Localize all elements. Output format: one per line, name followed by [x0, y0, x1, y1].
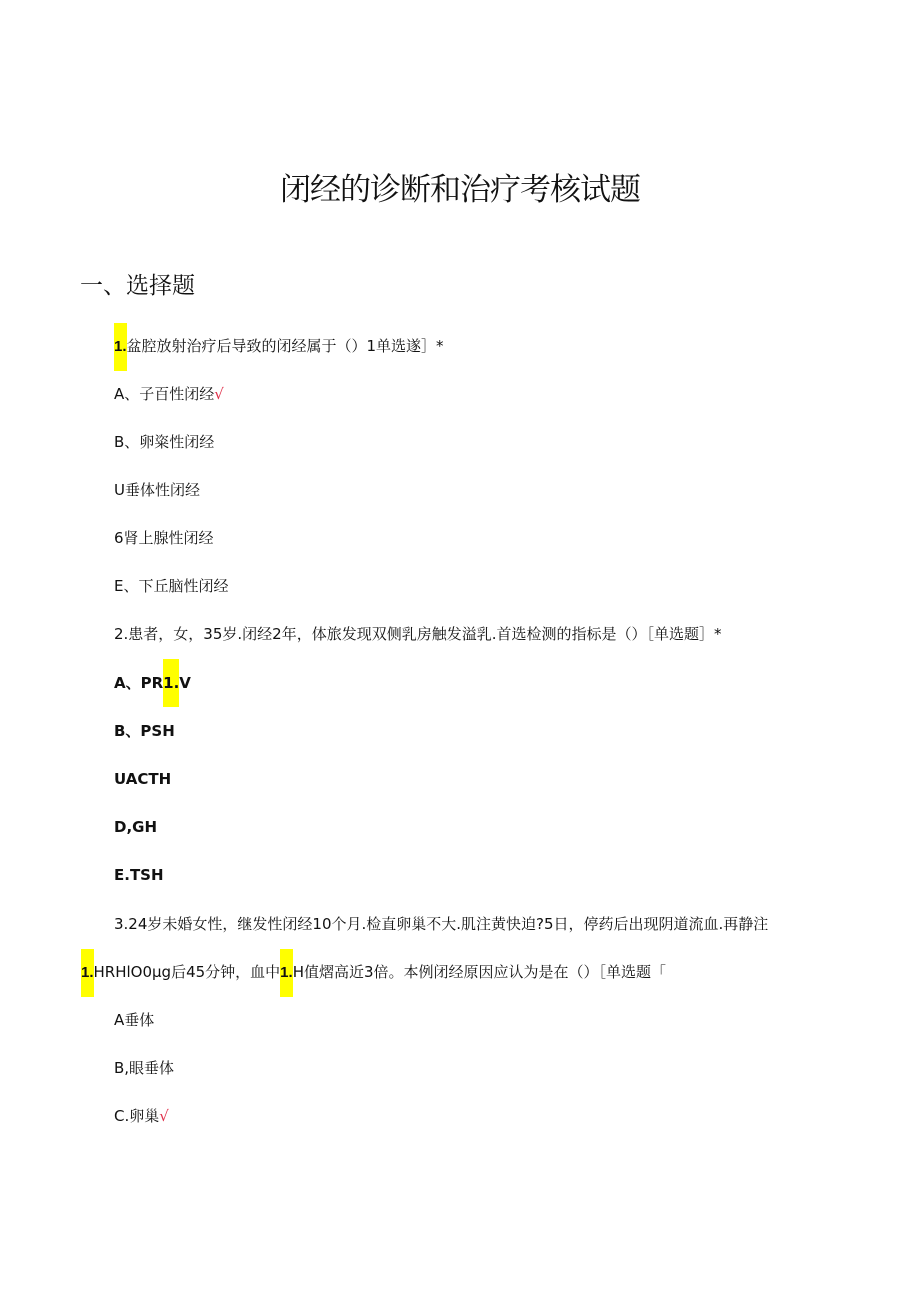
- option-a-suffix: V: [179, 674, 191, 692]
- correct-check-icon: √: [159, 1107, 169, 1125]
- question-1-option-e: E、下丘脑性闭经: [114, 577, 229, 595]
- option-a-prefix: A、PR: [114, 674, 164, 692]
- question-1-option-c: U垂体性闭经: [114, 481, 200, 499]
- question-1-option-b: B、卵粢性闭经: [114, 433, 215, 451]
- question-3-option-b: B,眼垂体: [114, 1059, 175, 1077]
- correct-check-icon: √: [214, 385, 224, 403]
- question-2-option-e: E.TSH: [114, 866, 164, 884]
- question-2-option-c: UACTH: [114, 770, 172, 788]
- question-2-option-b: B、PSH: [114, 722, 175, 740]
- section-heading: 一、选择题: [80, 273, 195, 299]
- question-3-option-a: A垂体: [114, 1011, 155, 1029]
- question-3-stem-line-2: [81, 962, 666, 983]
- question-3-line-2-part-2: H值熠高近3倍。本例闭经原因应认为是在（）［单选题「: [292, 963, 667, 981]
- highlight-marker: 1.: [280, 949, 293, 997]
- question-1-number: 1.: [114, 323, 127, 371]
- question-3-option-c: [114, 1106, 169, 1126]
- question-2-option-a: [114, 673, 191, 693]
- question-1-text: 盆腔放射治疗后导致的闭经属于（）1单选遂］*: [126, 337, 444, 355]
- question-1-option-a: [114, 384, 224, 404]
- question-2-stem: 2.患者，女，35岁.闭经2年，体旅发现双侧乳房触发溢乳.首选检测的指标是（）［单选题］*: [114, 625, 722, 643]
- option-c-label: C.卵巢: [114, 1107, 160, 1125]
- question-3-line-2-part-1: HRHlO0μg后45分钟，血中: [93, 963, 281, 981]
- highlight-marker: 1.: [81, 949, 94, 997]
- page-title: 闭经的诊断和治疗考核试题: [280, 172, 640, 208]
- question-2-option-d: D,GH: [114, 818, 158, 836]
- option-a-highlight: 1.: [163, 659, 179, 707]
- question-1-stem: [114, 336, 444, 357]
- question-3-stem-line-1: 3.24岁未婚女性，继发性闭经10个月.检直卵巢不大.肌注黄快迫?5日，停药后出现阴道流血.再静注: [114, 915, 769, 933]
- option-a-label: A、子百性闭经: [114, 385, 215, 403]
- question-1-option-d: 6肾上腺性闭经: [114, 529, 214, 547]
